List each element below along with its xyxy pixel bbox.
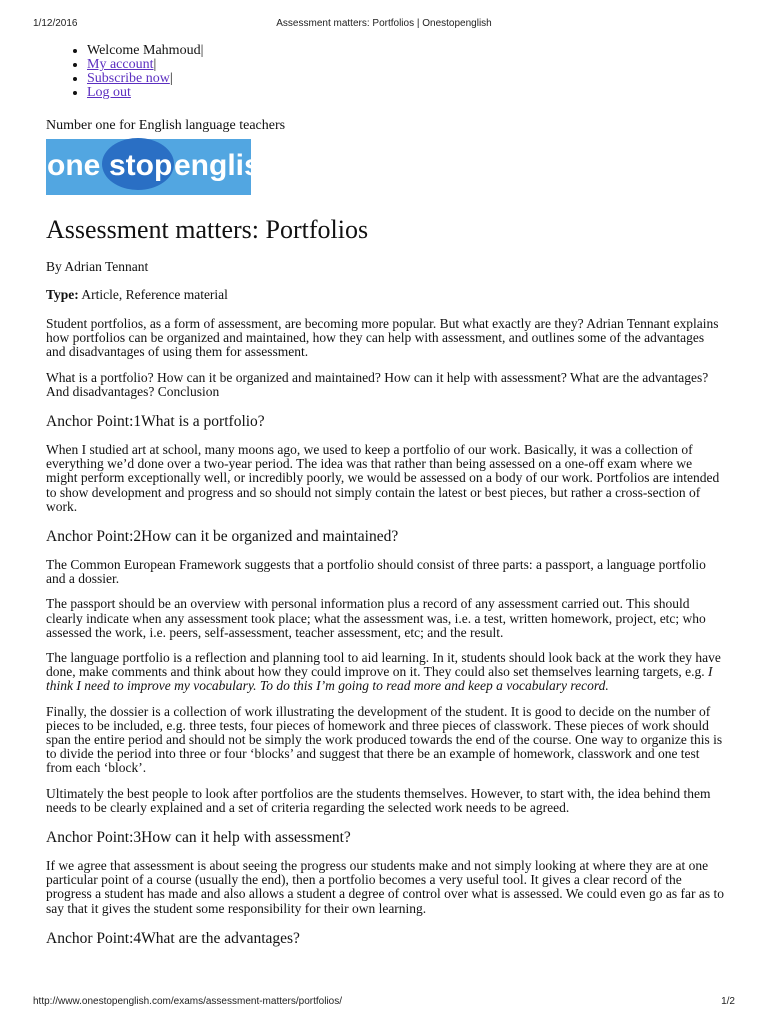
logo-word-stop: stop (109, 149, 173, 182)
user-menu-subscribe (87, 72, 726, 86)
logo-graphic (46, 139, 280, 195)
article-intro: Student portfolios, as a form of assessment, are becoming more popular. But what exactly are they? Adrian Tennant explains how portfolios can be organized and maintained, how they can help with assessment, and outlines some of the advantages and disadvantages of using them for assessment. (46, 316, 719, 360)
paragraph-passport: The passport should be an overview with personal information plus a record of any assessment carried out. This should clearly indicate when any assessment took place; what the assessment was, i.e. a test, written homework, project, etc; who assessed the work, i.e. peers, self-assessment, teacher assessment, etc; and the result. (46, 596, 706, 640)
paragraph-students-look-after: Ultimately the best people to look after portfolios are the students themselves. However, to start with, the idea behind them needs to be clearly explained and a set of criteria regarding the selected work needs to be agreed. (46, 785, 711, 815)
user-menu-welcome (87, 44, 726, 58)
print-date: 1/12/2016 (33, 18, 78, 29)
article-type (46, 287, 726, 303)
site-tagline: Number one for English language teachers (46, 118, 286, 133)
menu-separator: | (169, 71, 173, 86)
paragraph-cef: The Common European Framework suggests that a portfolio should consist of three parts: a passport, a language portfolio and a dossier. (46, 557, 706, 587)
print-page-title: Assessment matters: Portfolios | Onestopenglish (276, 18, 492, 29)
heading-advantages: Anchor Point:4What are the advantages? (46, 929, 300, 947)
user-menu-my-account (87, 58, 726, 72)
logo-word-english: english (174, 149, 280, 182)
menu-separator: | (153, 57, 157, 72)
print-url: http://www.onestopenglish.com/exams/assessment-matters/portfolios/ (33, 996, 343, 1007)
print-page-number: 1/2 (721, 996, 735, 1007)
type-value: Article, Reference material (81, 287, 228, 302)
print-header (33, 18, 735, 32)
log-out-link[interactable]: Log out (87, 85, 131, 100)
article-title: Assessment matters: Portfolios (46, 215, 369, 244)
user-menu-logout (87, 86, 726, 100)
language-portfolio-example: I think I need to improve my vocabulary. To do this I’m going to read more and keep a vocabulary record. (46, 664, 713, 694)
print-footer (33, 996, 735, 1010)
my-account-link[interactable]: My account (87, 57, 154, 72)
heading-what-is-portfolio: Anchor Point:1What is a portfolio? (46, 413, 265, 431)
logo-word-one: one (47, 149, 101, 182)
paragraph-what-is-portfolio: When I studied art at school, many moons ago, we used to keep a portfolio of our work. Basically, it was a collection of everything we’d done over a two-year period. The idea was that rather than being assessed on a one-off exam where we might perform exceptionally well, or incredibly poorly, we would be assessed on a body of our work. Portfolios are intended to show development and progress and so should not simply contain the latest or best pieces, but rather a cross-section of work. (46, 442, 720, 514)
section-links: What is a portfolio? How can it be organized and maintained? How can it help with assessment? What are the advantages? And disadvantages? Conclusion (46, 369, 709, 399)
menu-separator: | (200, 43, 204, 58)
subscribe-now-link[interactable]: Subscribe now (87, 71, 170, 86)
welcome-text: Welcome Mahmoud (87, 43, 201, 58)
language-portfolio-text: The language portfolio is a reflection and planning tool to aid learning. In it, students should look back at the work they have done, make comments and think about how they could improve on it. They could also set themselves learning targets, e.g. (46, 650, 721, 680)
user-menu (46, 44, 726, 100)
article-byline: By Adrian Tennant (46, 259, 149, 274)
paragraph-help-assessment: If we agree that assessment is about seeing the progress our students make and not simply looking at where they are at one particular point of a course (usually the end), then a portfolio becomes a very useful tool. It gives a clear record of the progress a student has made and also allows a student a degree of control over what is assessed. We could even go as far as to say that it gives the student some responsibility for their own learning. (46, 858, 724, 916)
paragraph-language-portfolio (46, 651, 726, 694)
paragraph-dossier: Finally, the dossier is a collection of work illustrating the development of the student. It is good to decide on the number of pieces to be included, e.g. three tests, four pieces of homework and three pieces of classwork. These pieces of work should span the entire period and should not be simply the work produced towards the end of the course. One way to organize this is to divide the period into three or four ‘blocks’ and suggest that there be an example of homework, classwork and one test from each ‘block’. (46, 703, 723, 776)
type-label: Type: (46, 287, 79, 302)
site-logo[interactable] (46, 139, 280, 195)
page-content (46, 44, 726, 960)
heading-organized-maintained: Anchor Point:2How can it be organized and maintained? (46, 528, 399, 546)
heading-help-assessment: Anchor Point:3How can it help with assessment? (46, 829, 351, 847)
